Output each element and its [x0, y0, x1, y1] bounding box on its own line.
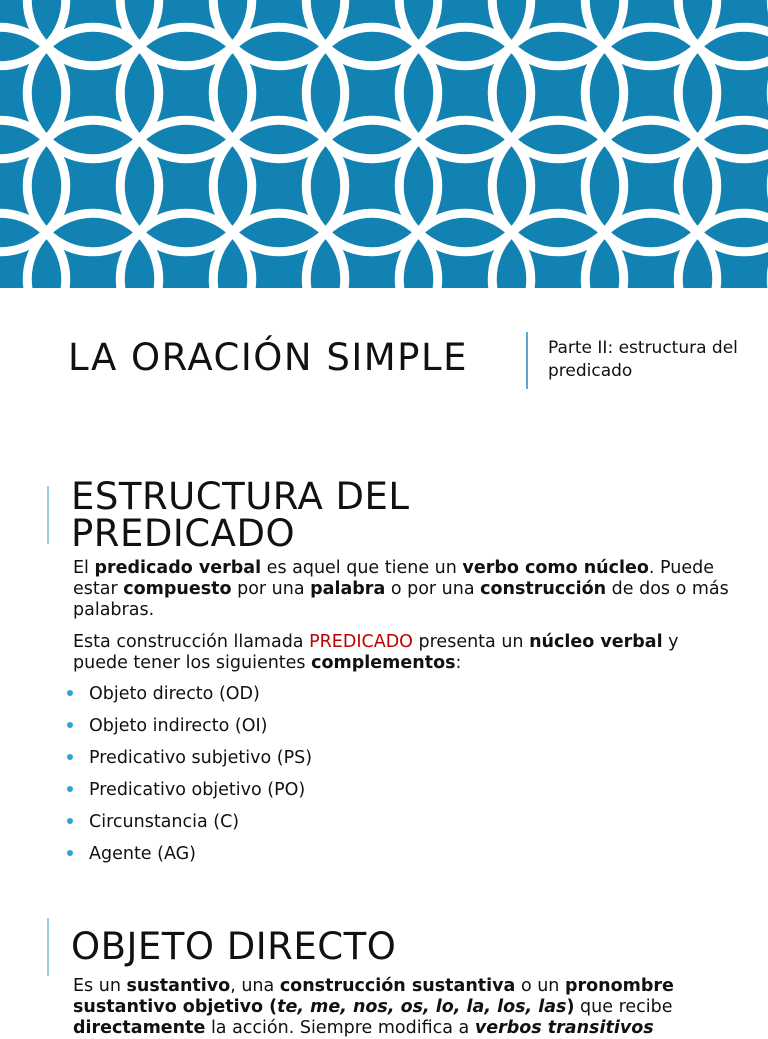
- bullet-icon: [67, 850, 73, 856]
- bullet-icon: [67, 786, 73, 792]
- bold-run: construcción: [480, 579, 607, 599]
- list-item: [64, 844, 312, 876]
- section-accent-bar: [47, 486, 49, 544]
- text-run: presenta un: [412, 632, 530, 652]
- highlight-run: PREDICADO: [309, 632, 413, 652]
- paragraph-complements-intro: [73, 632, 733, 674]
- paragraph-definition: [73, 558, 733, 621]
- bullet-icon: [67, 690, 73, 696]
- section-heading: [71, 475, 410, 555]
- text-run: o por una: [385, 579, 481, 599]
- list-item-label: Circunstancia (C): [89, 812, 240, 832]
- bold-run: núcleo verbal: [529, 632, 663, 652]
- list-item-label: Predicativo objetivo (PO): [89, 780, 306, 800]
- complements-list: [64, 684, 312, 876]
- bold-italic-run: te, me, nos, os, lo, la, los, las: [277, 997, 567, 1017]
- header-pattern-banner: [0, 0, 768, 288]
- bullet-icon: [67, 754, 73, 760]
- list-item: [64, 716, 312, 748]
- bullet-icon: [67, 818, 73, 824]
- list-item: [64, 780, 312, 812]
- bold-run: predicado verbal: [94, 558, 262, 578]
- bold-run: palabra: [310, 579, 386, 599]
- list-item-label: Agente (AG): [89, 844, 197, 864]
- text-run: Es un: [73, 976, 127, 996]
- section-heading-line2: PREDICADO: [71, 512, 296, 555]
- text-run: Esta construcción llamada: [73, 632, 310, 652]
- text-run: . Puede estar: [73, 558, 715, 599]
- bold-run: ): [566, 997, 575, 1017]
- list-item: [64, 812, 312, 844]
- section-heading: OBJETO DIRECTO: [71, 925, 397, 968]
- text-run: que recibe: [574, 997, 673, 1017]
- title-row: [0, 288, 768, 448]
- text-run: o un: [515, 976, 565, 996]
- section-heading-line1: ESTRUCTURA DEL: [71, 475, 410, 518]
- bold-run: verbo como núcleo: [462, 558, 649, 578]
- text-run: de dos o más palabras.: [73, 579, 729, 620]
- text-run: El: [73, 558, 95, 578]
- list-item-label: Objeto directo (OD): [89, 684, 260, 704]
- list-item: [64, 748, 312, 780]
- text-run: por una: [231, 579, 311, 599]
- list-item-label: Predicativo subjetivo (PS): [89, 748, 313, 768]
- bold-run: compuesto: [123, 579, 232, 599]
- title-divider: [526, 332, 528, 389]
- text-run: , una: [230, 976, 280, 996]
- text-run: es aquel que tiene un: [261, 558, 463, 578]
- list-item: [64, 684, 312, 716]
- bold-run: complementos: [311, 653, 456, 673]
- page-title: LA ORACIÓN SIMPLE: [68, 336, 468, 379]
- text-run: y puede tener los siguientes: [73, 632, 679, 673]
- section-accent-bar: [47, 918, 49, 976]
- paragraph-od-definition: [73, 976, 733, 1039]
- bullet-icon: [67, 722, 73, 728]
- bold-run: directamente: [73, 1018, 206, 1038]
- bold-run: sustantivo: [126, 976, 231, 996]
- text-run: :: [455, 653, 462, 673]
- list-item-label: Objeto indirecto (OI): [89, 716, 268, 736]
- bold-italic-run: verbos transitivos: [474, 1018, 654, 1038]
- interlocking-rings-pattern: [0, 0, 768, 288]
- page-subtitle: Parte II: estructura del predicado: [548, 338, 738, 381]
- bold-run: pronombre sustantivo objetivo (: [73, 976, 674, 1017]
- text-run: la acción. Siempre modifica a: [205, 1018, 475, 1038]
- bold-run: construcción sustantiva: [279, 976, 516, 996]
